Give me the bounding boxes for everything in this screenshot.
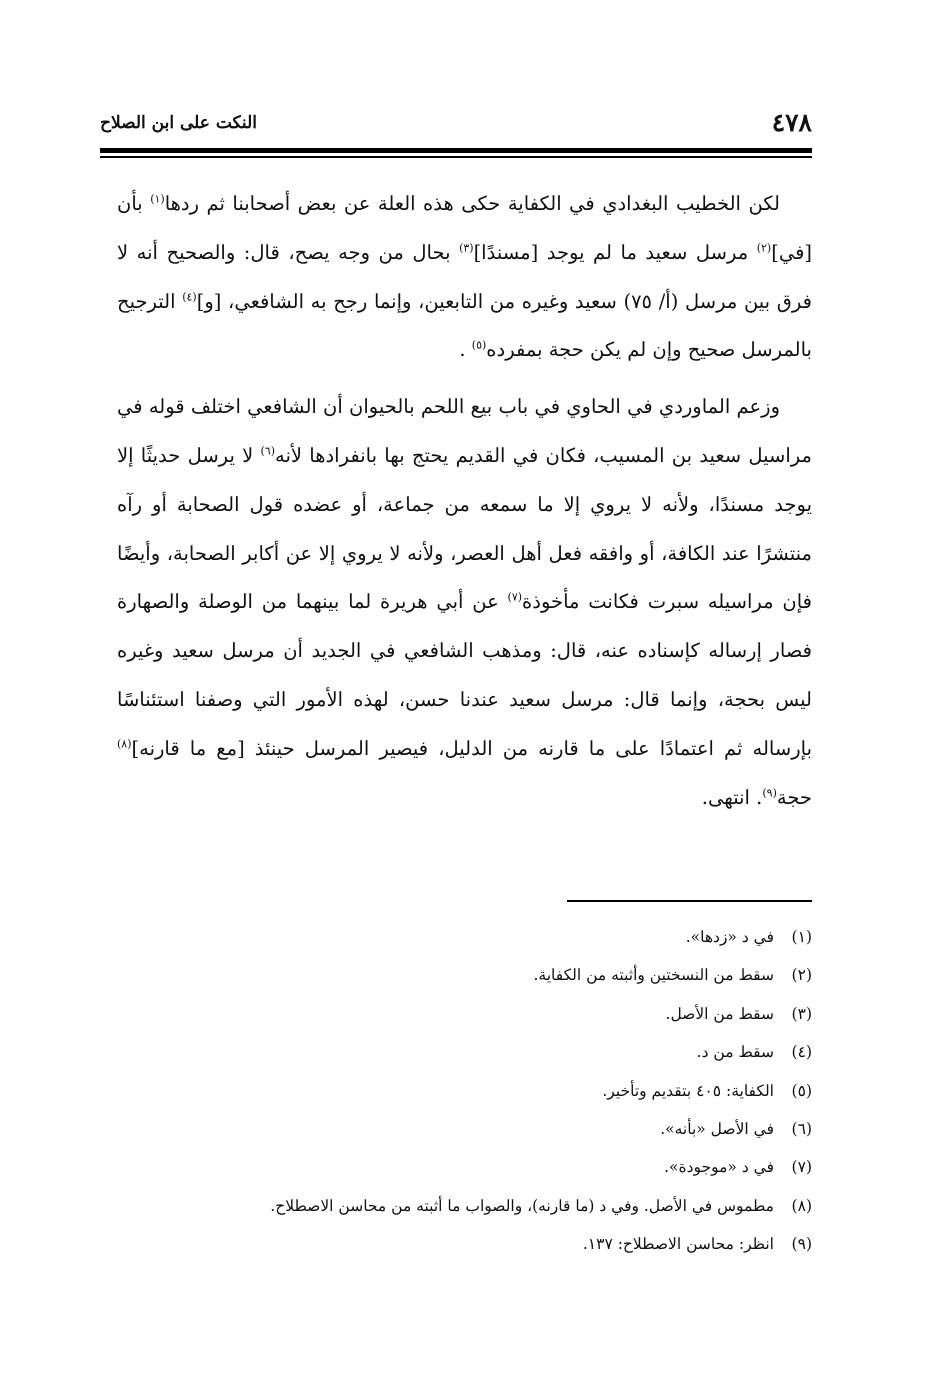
paragraph bbox=[117, 383, 812, 822]
header-rule-thick bbox=[100, 148, 812, 153]
footnotes bbox=[117, 918, 812, 1264]
footnote-ref: (٣) bbox=[459, 241, 474, 255]
footnote bbox=[117, 956, 812, 994]
footnote bbox=[117, 1225, 812, 1263]
footnote-text: انظر: محاسن الاصطلاح: ١٣٧. bbox=[582, 1235, 774, 1254]
footnote bbox=[117, 1187, 812, 1225]
text-run: لكن الخطيب البغدادي في الكفاية حكى هذه العلة عن بعض أصحابنا ثم ردها bbox=[164, 192, 780, 215]
footnote-text: سقط من الأصل. bbox=[665, 1004, 774, 1023]
footnote bbox=[117, 1148, 812, 1186]
footnote-text: مطموس في الأصل. وفي د (ما قارنه)، والصواب ما أثبته من محاسن الاصطلاح. bbox=[270, 1196, 774, 1215]
text-run: بأن [في] bbox=[117, 192, 813, 264]
footnote-number: (٣) bbox=[791, 1004, 812, 1023]
footnote-text: الكفاية: ٤٠٥ بتقديم وتأخير. bbox=[602, 1081, 774, 1100]
footnote-number: (٦) bbox=[791, 1120, 812, 1139]
footnote bbox=[117, 995, 812, 1033]
footnote-number: (٨) bbox=[791, 1196, 812, 1215]
running-title: النكت على ابن الصلاح bbox=[100, 113, 257, 133]
page-header bbox=[100, 108, 812, 138]
footnote-text: في د «موجودة». bbox=[664, 1158, 774, 1177]
footnote-ref: (٢) bbox=[756, 241, 772, 255]
footnote-text: في د «زدها». bbox=[685, 928, 774, 946]
footnote-number: (٢) bbox=[791, 966, 812, 985]
footnote-ref: (١) bbox=[150, 192, 165, 206]
footnote-ref: (٤) bbox=[182, 290, 197, 304]
footnote-ref: (٦) bbox=[260, 444, 276, 458]
footnote-number: (٥) bbox=[791, 1081, 812, 1100]
footnote-separator bbox=[567, 900, 812, 902]
footnote-number: (٧) bbox=[791, 1158, 812, 1177]
text-run: لا يرسل حديثًا إلا يوجد مسندًا، ولأنه لا يروي إلا ما سمعه من جماعة، أو عضده قول الصحابة أو رآه منتشرًا عند الكافة، أو وافقه فعل أهل العصر، ولأنه لا يروي إلا عن أكابر الصحابة، وأيضًا فإن مراسيله سبرت فكانت مأخوذة bbox=[117, 443, 812, 614]
footnote-ref: (٨) bbox=[117, 737, 132, 751]
footnote-ref: (٧) bbox=[507, 590, 523, 604]
footnote-text: في الأصل «بأنه». bbox=[660, 1120, 774, 1139]
footnote-ref: (٥) bbox=[471, 338, 487, 352]
main-text bbox=[117, 180, 812, 822]
paragraph bbox=[117, 180, 812, 375]
footnote-text: سقط من د. bbox=[696, 1043, 774, 1062]
page-number: ٤٧٨ bbox=[771, 108, 812, 137]
footnote bbox=[117, 1033, 812, 1071]
text-run: الترجيح بالمرسل صحيح وإن لم يكن حجة بمفرده bbox=[117, 289, 812, 362]
text-run: . انتهى. bbox=[701, 785, 763, 809]
text-run: مرسل سعيد ما لم يوجد [مسندًا] bbox=[473, 240, 757, 264]
text-run: عن أبي هريرة لما بينهما من الوصلة والصهارة فصار إرساله كإسناده عنه، قال: ومذهب الشافعي في الجديد أن مرسل سعيد وغيره ليس بحجة، وإنما قال: مرسل سعيد عندنا حسن، لهذه الأمور التي وصفنا استئناسًا بإرساله ثم اعتمادًا على ما قارنه من الدليل، فيصير المرسل حينئذ [مع ما قارنه] bbox=[117, 590, 812, 760]
footnote bbox=[117, 1110, 812, 1148]
footnote bbox=[117, 918, 812, 956]
text-run: بحال من وجه يصح، قال: والصحيح أنه لا فرق بين مرسل (أ/ ٧٥) سعيد وغيره من التابعين، وإنما رجح به الشافعي، [و] bbox=[117, 240, 812, 313]
footnote-number: (١) bbox=[791, 928, 812, 946]
header-rule-thin bbox=[100, 156, 812, 158]
footnote-ref: (٩) bbox=[762, 786, 777, 800]
footnote bbox=[117, 1072, 812, 1110]
text-run: حجة bbox=[776, 785, 812, 809]
footnote-number: (٩) bbox=[791, 1235, 812, 1254]
text-run: . bbox=[459, 338, 472, 362]
footnote-text: سقط من النسختين وأثبته من الكفاية. bbox=[533, 966, 774, 985]
text-run: وزعم الماوردي في الحاوي في باب بيع اللحم بالحيوان أن الشافعي اختلف قوله في مراسيل سعيد بن المسيب، فكان في القديم يحتج بها بانفرادها لأنه bbox=[117, 395, 812, 467]
footnote-number: (٤) bbox=[791, 1043, 812, 1062]
